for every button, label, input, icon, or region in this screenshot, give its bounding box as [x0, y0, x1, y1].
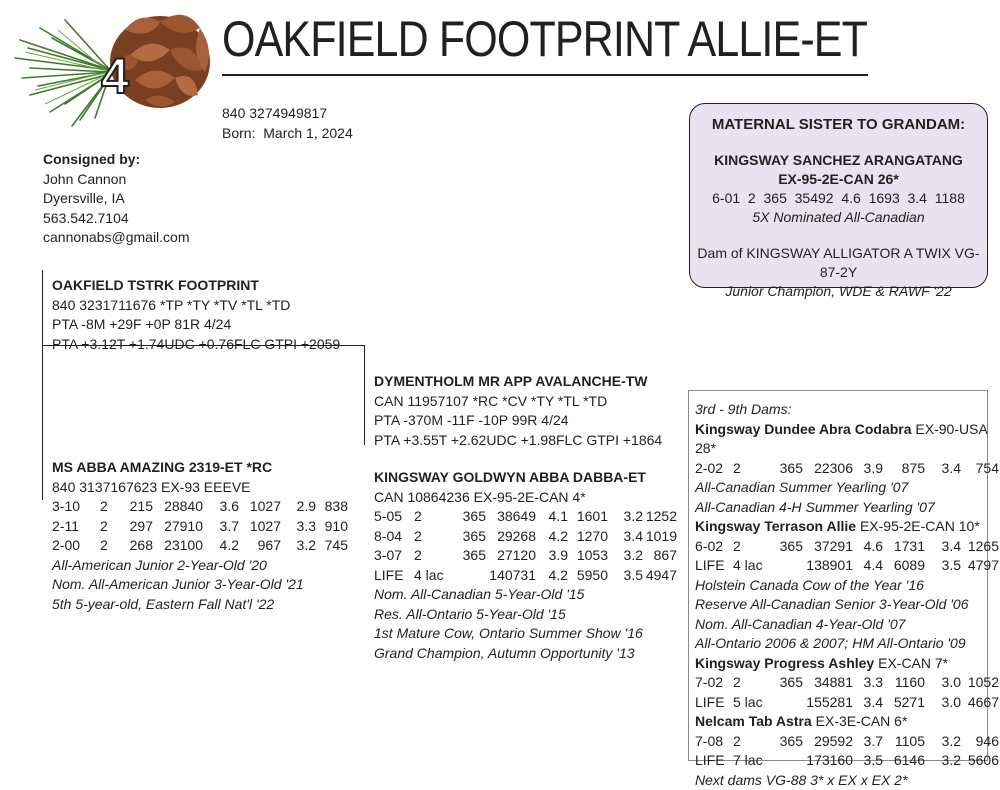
deep-dam-class: EX-90-USA 28*	[695, 421, 987, 457]
record-cell: 754	[961, 459, 999, 479]
record-cell: 29592	[803, 732, 853, 752]
record-cell: 2-00	[52, 536, 100, 556]
record-cell: 6146	[883, 751, 925, 771]
maternal-granddam-block	[374, 468, 677, 663]
deep-dam-class: EX-3E-CAN 6*	[816, 713, 908, 729]
mgd-honor: Grand Champion, Autumn Opportunity '13	[374, 644, 677, 664]
sister-honor: 5X Nominated All-Canadian	[690, 208, 987, 227]
record-cell: 268	[120, 536, 153, 556]
record-cell: LIFE	[695, 751, 733, 771]
deep-dam-title	[695, 712, 999, 732]
record-cell	[767, 693, 803, 713]
sister-name: KINGSWAY SANCHEZ ARANGATANG	[690, 151, 987, 170]
record-cell: 27120	[486, 546, 536, 566]
record-cell: 3.3	[853, 673, 883, 693]
record-cell: 365	[452, 507, 486, 527]
record-cell: 745	[316, 536, 348, 556]
deep-dam-title	[695, 517, 999, 537]
record-cell: 946	[961, 732, 999, 752]
mgd-honor: 1st Mature Cow, Ontario Summer Show '16	[374, 624, 677, 644]
sister-dam-of: Dam of KINGSWAY ALLIGATOR A TWIX VG-87-2Y	[690, 244, 987, 282]
deep-dam-records	[695, 537, 999, 576]
page-title: OAKFIELD FOOTPRINT ALLIE-ET	[222, 6, 867, 72]
record-cell: 215	[120, 497, 153, 517]
record-cell: 3.7	[203, 517, 239, 537]
record-cell: 3.6	[203, 497, 239, 517]
record-cell: 7 lac	[733, 751, 767, 771]
record-cell: 967	[239, 536, 281, 556]
dam-honor: 5th 5-year-old, Eastern Fall Nat'l '22	[52, 595, 348, 615]
record-cell: 3.9	[536, 546, 568, 566]
record-cell: 1731	[883, 537, 925, 557]
record-cell: 1601	[568, 507, 608, 527]
record-cell: 4 lac	[733, 556, 767, 576]
record-cell: 365	[767, 537, 803, 557]
record-cell: 8-04	[374, 527, 414, 547]
record-cell: 2	[733, 673, 767, 693]
record-cell: 1160	[883, 673, 925, 693]
birth-date-row	[222, 124, 353, 144]
record-cell: 29268	[486, 527, 536, 547]
record-cell: 867	[643, 546, 677, 566]
record-cell: LIFE	[695, 693, 733, 713]
record-cell: 1052	[961, 673, 999, 693]
deep-pedigree-box	[688, 390, 988, 761]
record-cell: 4947	[643, 566, 677, 586]
record-cell	[767, 556, 803, 576]
dam-honor: All-American Junior 2-Year-Old '20	[52, 556, 348, 576]
record-cell: 3.5	[608, 566, 643, 586]
deep-dam-honor: Reserve All-Canadian Senior 3-Year-Old '06	[695, 595, 999, 615]
deep-dam-name: Kingsway Dundee Abra Codabra	[695, 421, 912, 437]
deep-heading: 3rd - 9th Dams:	[695, 400, 999, 420]
record-cell: 2	[100, 497, 120, 517]
record-cell: 4.2	[203, 536, 239, 556]
consignor-city: Dyersville, IA	[43, 189, 190, 209]
record-cell: 5 lac	[733, 693, 767, 713]
maternal-sister-box	[689, 103, 988, 288]
mgd-records	[374, 507, 677, 585]
record-cell: 3.0	[925, 673, 961, 693]
record-cell: 365	[767, 459, 803, 479]
record-cell: 5606	[961, 751, 999, 771]
animal-info	[222, 104, 353, 143]
mgs-name: DYMENTHOLM MR APP AVALANCHE-TW	[374, 372, 662, 392]
dam-records	[52, 497, 348, 556]
dam-block	[52, 458, 348, 614]
record-cell: 3.9	[853, 459, 883, 479]
record-cell: LIFE	[695, 556, 733, 576]
record-cell: 1252	[643, 507, 677, 527]
record-cell: 3.2	[925, 732, 961, 752]
record-cell: 3-10	[52, 497, 100, 517]
record-cell: 138901	[803, 556, 853, 576]
record-cell: 1019	[643, 527, 677, 547]
record-cell: 3.2	[608, 507, 643, 527]
maternal-grandsire-block	[374, 372, 662, 450]
consignor-phone: 563.542.7104	[43, 209, 190, 229]
record-cell: 5950	[568, 566, 608, 586]
record-cell: 3.2	[281, 536, 316, 556]
deep-dam-records	[695, 673, 999, 712]
record-cell: 1027	[239, 517, 281, 537]
record-cell: 2	[414, 527, 452, 547]
mgd-reg: CAN 10864236 EX-95-2E-CAN 4*	[374, 488, 677, 508]
record-cell: 2-02	[695, 459, 733, 479]
record-cell: LIFE	[374, 566, 414, 586]
deep-dam-honor: All-Ontario 2006 & 2007; HM All-Ontario '09	[695, 634, 999, 654]
record-cell: 4.4	[853, 556, 883, 576]
deep-dam-honor: Holstein Canada Cow of the Year '16	[695, 576, 999, 596]
record-cell: 3.2	[925, 751, 961, 771]
record-cell: 140731	[486, 566, 536, 586]
dam-honor: Nom. All-American Junior 3-Year-Old '21	[52, 575, 348, 595]
record-cell: 875	[883, 459, 925, 479]
deep-dam-class: EX-CAN 7*	[878, 655, 948, 671]
registration-number: 840 3274949817	[222, 104, 353, 124]
record-cell: 5-05	[374, 507, 414, 527]
record-cell: 1270	[568, 527, 608, 547]
sire-line: PTA +3.12T +1.74UDC +0.76FLC GTPI +2059	[52, 335, 340, 355]
record-cell: 37291	[803, 537, 853, 557]
record-cell: 3.4	[608, 527, 643, 547]
record-cell: 4.6	[853, 537, 883, 557]
record-cell: 5271	[883, 693, 925, 713]
sire-line: 840 3231711676 *TP *TY *TV *TL *TD	[52, 296, 340, 316]
record-cell: 4.2	[536, 527, 568, 547]
sire-block	[52, 276, 340, 354]
record-cell: 838	[316, 497, 348, 517]
mgs-line: CAN 11957107 *RC *CV *TY *TL *TD	[374, 392, 662, 412]
record-cell: 28840	[153, 497, 203, 517]
deep-pedigree	[695, 400, 999, 790]
record-cell: 365	[767, 732, 803, 752]
born-label: Born:	[222, 125, 255, 141]
record-cell: 2	[100, 517, 120, 537]
sister-heading: MATERNAL SISTER TO GRANDAM:	[690, 115, 987, 134]
record-cell: 2	[733, 732, 767, 752]
deep-dam-name: Kingsway Progress Ashley	[695, 655, 874, 671]
deep-dam-class: EX-95-2E-CAN 10*	[860, 518, 980, 534]
deep-dam-title	[695, 654, 999, 674]
mgd-honor: Nom. All-Canadian 5-Year-Old '15	[374, 585, 677, 605]
record-cell: 2	[733, 459, 767, 479]
record-cell: 1027	[239, 497, 281, 517]
record-cell: 6-02	[695, 537, 733, 557]
record-cell: 3.4	[925, 537, 961, 557]
record-cell: 3.3	[281, 517, 316, 537]
record-cell: 910	[316, 517, 348, 537]
record-cell: 3.5	[853, 751, 883, 771]
record-cell: 173160	[803, 751, 853, 771]
record-cell: 365	[452, 527, 486, 547]
record-cell: 1265	[961, 537, 999, 557]
sire-name: OAKFIELD TSTRK FOOTPRINT	[52, 276, 340, 296]
record-cell: 4 lac	[414, 566, 452, 586]
deep-dam-honor: Next dams VG-88 3* x EX x EX 2*	[695, 771, 999, 790]
record-cell: 365	[452, 546, 486, 566]
record-cell: 3.4	[853, 693, 883, 713]
record-cell: 23100	[153, 536, 203, 556]
record-cell: 155281	[803, 693, 853, 713]
mgs-line: PTA +3.55T +2.62UDC +1.98FLC GTPI +1864	[374, 431, 662, 451]
deep-dam-records	[695, 459, 999, 479]
sister-dam-of-honor: Junior Champion, WDE & RAWF '22	[690, 282, 987, 301]
record-cell: 6089	[883, 556, 925, 576]
record-cell: 4797	[961, 556, 999, 576]
consignor-email: cannonabs@gmail.com	[43, 228, 190, 248]
record-cell: 27910	[153, 517, 203, 537]
birth-date: March 1, 2024	[263, 125, 353, 141]
record-cell: 4.2	[536, 566, 568, 586]
record-cell: 34881	[803, 673, 853, 693]
mgd-name: KINGSWAY GOLDWYN ABBA DABBA-ET	[374, 468, 677, 488]
title-underline	[222, 74, 868, 76]
deep-dam-honor: All-Canadian Summer Yearling '07	[695, 478, 999, 498]
record-cell: 4.1	[536, 507, 568, 527]
record-cell: 2	[100, 536, 120, 556]
dam-name: MS ABBA AMAZING 2319-ET *RC	[52, 458, 348, 478]
record-cell: 2	[414, 507, 452, 527]
deep-dam-title	[695, 420, 999, 459]
consignor-block	[43, 150, 190, 248]
record-cell: 1053	[568, 546, 608, 566]
sister-class: EX-95-2E-CAN 26*	[690, 170, 987, 189]
consigned-label: Consigned by:	[43, 150, 190, 170]
deep-dam-honor: Nom. All-Canadian 4-Year-Old '07	[695, 615, 999, 635]
sister-record: 6-01 2 365 35492 4.6 1693 3.4 1188	[690, 189, 987, 208]
pedigree-bracket-2	[364, 345, 365, 445]
record-cell: 38649	[486, 507, 536, 527]
sire-line: PTA -8M +29F +0P 81R 4/24	[52, 315, 340, 335]
record-cell: 3.7	[853, 732, 883, 752]
record-cell: 3-07	[374, 546, 414, 566]
record-cell: 3.0	[925, 693, 961, 713]
record-cell: 2-11	[52, 517, 100, 537]
record-cell: 3.5	[925, 556, 961, 576]
record-cell: 365	[767, 673, 803, 693]
record-cell: 7-08	[695, 732, 733, 752]
pedigree-bracket	[42, 270, 43, 500]
dam-reg: 840 3137167623 EX-93 EEEVE	[52, 478, 348, 498]
record-cell: 4667	[961, 693, 999, 713]
mgd-honor: Res. All-Ontario 5-Year-Old '15	[374, 605, 677, 625]
record-cell: 1105	[883, 732, 925, 752]
lot-number: 4	[85, 46, 145, 106]
record-cell: 2.9	[281, 497, 316, 517]
record-cell	[767, 751, 803, 771]
record-cell: 7-02	[695, 673, 733, 693]
record-cell	[452, 566, 486, 586]
record-cell: 3.4	[925, 459, 961, 479]
record-cell: 2	[414, 546, 452, 566]
consignor-name: John Cannon	[43, 170, 190, 190]
deep-dam-honor: All-Canadian 4-H Summer Yearling '07	[695, 498, 999, 518]
mgs-line: PTA -370M -11F -10P 99R 4/24	[374, 411, 662, 431]
record-cell: 3.2	[608, 546, 643, 566]
deep-dam-name: Kingsway Terrason Allie	[695, 518, 856, 534]
deep-dam-name: Nelcam Tab Astra	[695, 713, 812, 729]
record-cell: 2	[733, 537, 767, 557]
record-cell: 297	[120, 517, 153, 537]
record-cell: 22306	[803, 459, 853, 479]
